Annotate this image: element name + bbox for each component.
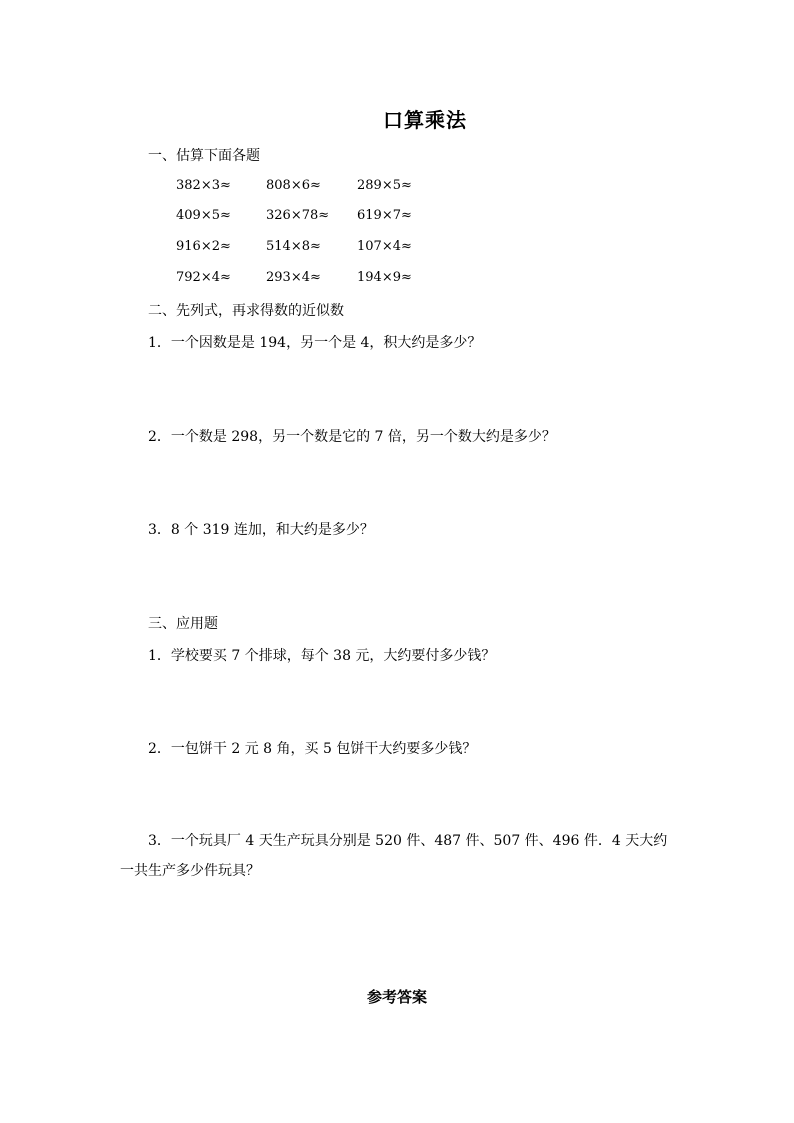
estimate-problem: 194×9≈ (357, 270, 412, 285)
question-item: 3．8 个 319 连加，和大约是多少？ (148, 522, 374, 538)
question-item: 1．一个因数是是 194，另一个是 4，积大约是多少？ (148, 335, 482, 351)
estimate-problem: 289×5≈ (357, 178, 412, 193)
question-item: 3．一个玩具厂 4 天生产玩具分别是 520 件、487 件、507 件、496 件．4 天大约一共生产多少件玩具？ (120, 833, 668, 879)
estimate-problem: 326×78≈ (266, 208, 330, 223)
section-heading-list-formula: 二、先列式，再求得数的近似数 (148, 303, 344, 319)
estimate-problem: 107×4≈ (357, 239, 412, 254)
estimate-problem: 619×7≈ (357, 208, 412, 223)
answers-heading: 参考答案 (366, 988, 427, 1006)
estimate-problem: 792×4≈ (176, 270, 231, 285)
estimate-problem: 382×3≈ (176, 178, 231, 193)
page-title: 口算乘法 (383, 108, 467, 132)
section-heading-estimate: 一、估算下面各题 (148, 148, 260, 164)
question-item: 2．一个数是 298，另一个数是它的 7 倍，另一个数大约是多少？ (148, 429, 556, 445)
estimate-problem: 808×6≈ (266, 178, 321, 193)
question-item: 2．一包饼干 2 元 8 角，买 5 包饼干大约要多少钱？ (148, 741, 477, 757)
estimate-problem: 916×2≈ (176, 239, 231, 254)
section-heading-word-problems: 三、应用题 (148, 616, 218, 632)
estimate-problem: 293×4≈ (266, 270, 321, 285)
estimate-problem: 409×5≈ (176, 208, 231, 223)
estimate-problem: 514×8≈ (266, 239, 321, 254)
question-item: 1．学校要买 7 个排球，每个 38 元，大约要付多少钱？ (148, 648, 496, 664)
